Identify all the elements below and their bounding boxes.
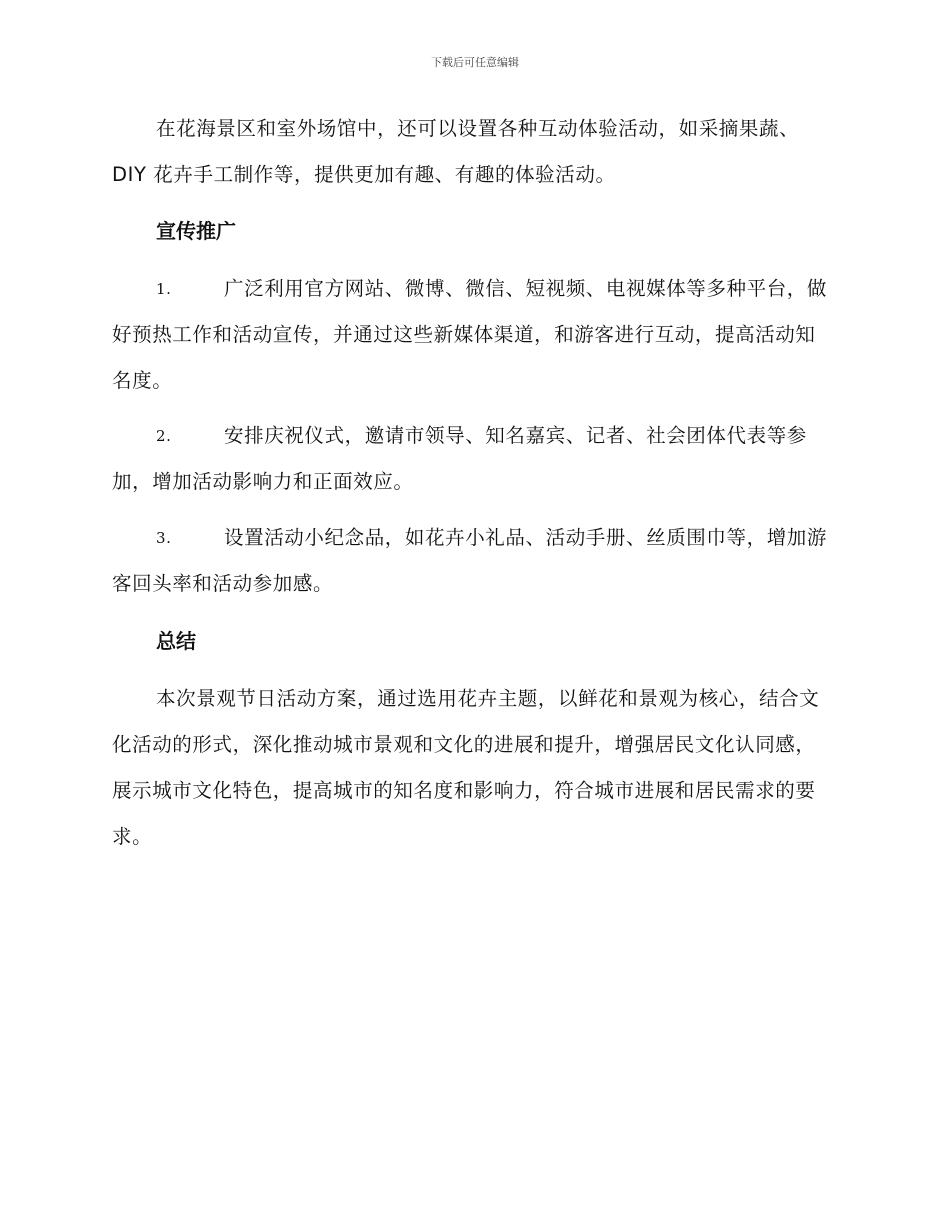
page-header: 下载后可任意编辑: [431, 56, 519, 69]
list-number: 2.: [156, 427, 172, 445]
list-item-text: 设置活动小纪念品，如花卉小礼品、活动手册、丝质围巾等，增加游客回头率和活动参加感。: [112, 526, 828, 595]
intro-paragraph: 在花海景区和室外场馆中，还可以设置各种互动体验活动，如采摘果蔬、DIY 花卉手工制作等，提供更加有趣、有趣的体验活动。: [112, 117, 800, 186]
list-item-text: 安排庆祝仪式，邀请市领导、知名嘉宾、记者、社会团体代表等参加，增加活动影响力和正面效应。: [112, 424, 807, 493]
list-item-3: [112, 515, 832, 607]
list-number: 1.: [156, 280, 172, 298]
section-heading-promotion: 宣传推广: [156, 219, 236, 243]
list-item-1: [112, 266, 832, 404]
list-item-2: [112, 413, 832, 505]
list-number: 3.: [156, 529, 172, 547]
list-item-text: 广泛利用官方网站、微博、微信、短视频、电视媒体等多种平台，做好预热工作和活动宣传，并通过这些新媒体渠道，和游客进行互动，提高活动知名度。: [112, 277, 828, 392]
summary-paragraph: 本次景观节日活动方案，通过选用花卉主题，以鲜花和景观为核心，结合文化活动的形式，深化推动城市景观和文化的进展和提升，增强居民文化认同感，展示城市文化特色，提高城市的知名度和影响力，符合城市进展和居民需求的要求。: [112, 687, 820, 848]
section-heading-summary: 总结: [156, 629, 196, 653]
